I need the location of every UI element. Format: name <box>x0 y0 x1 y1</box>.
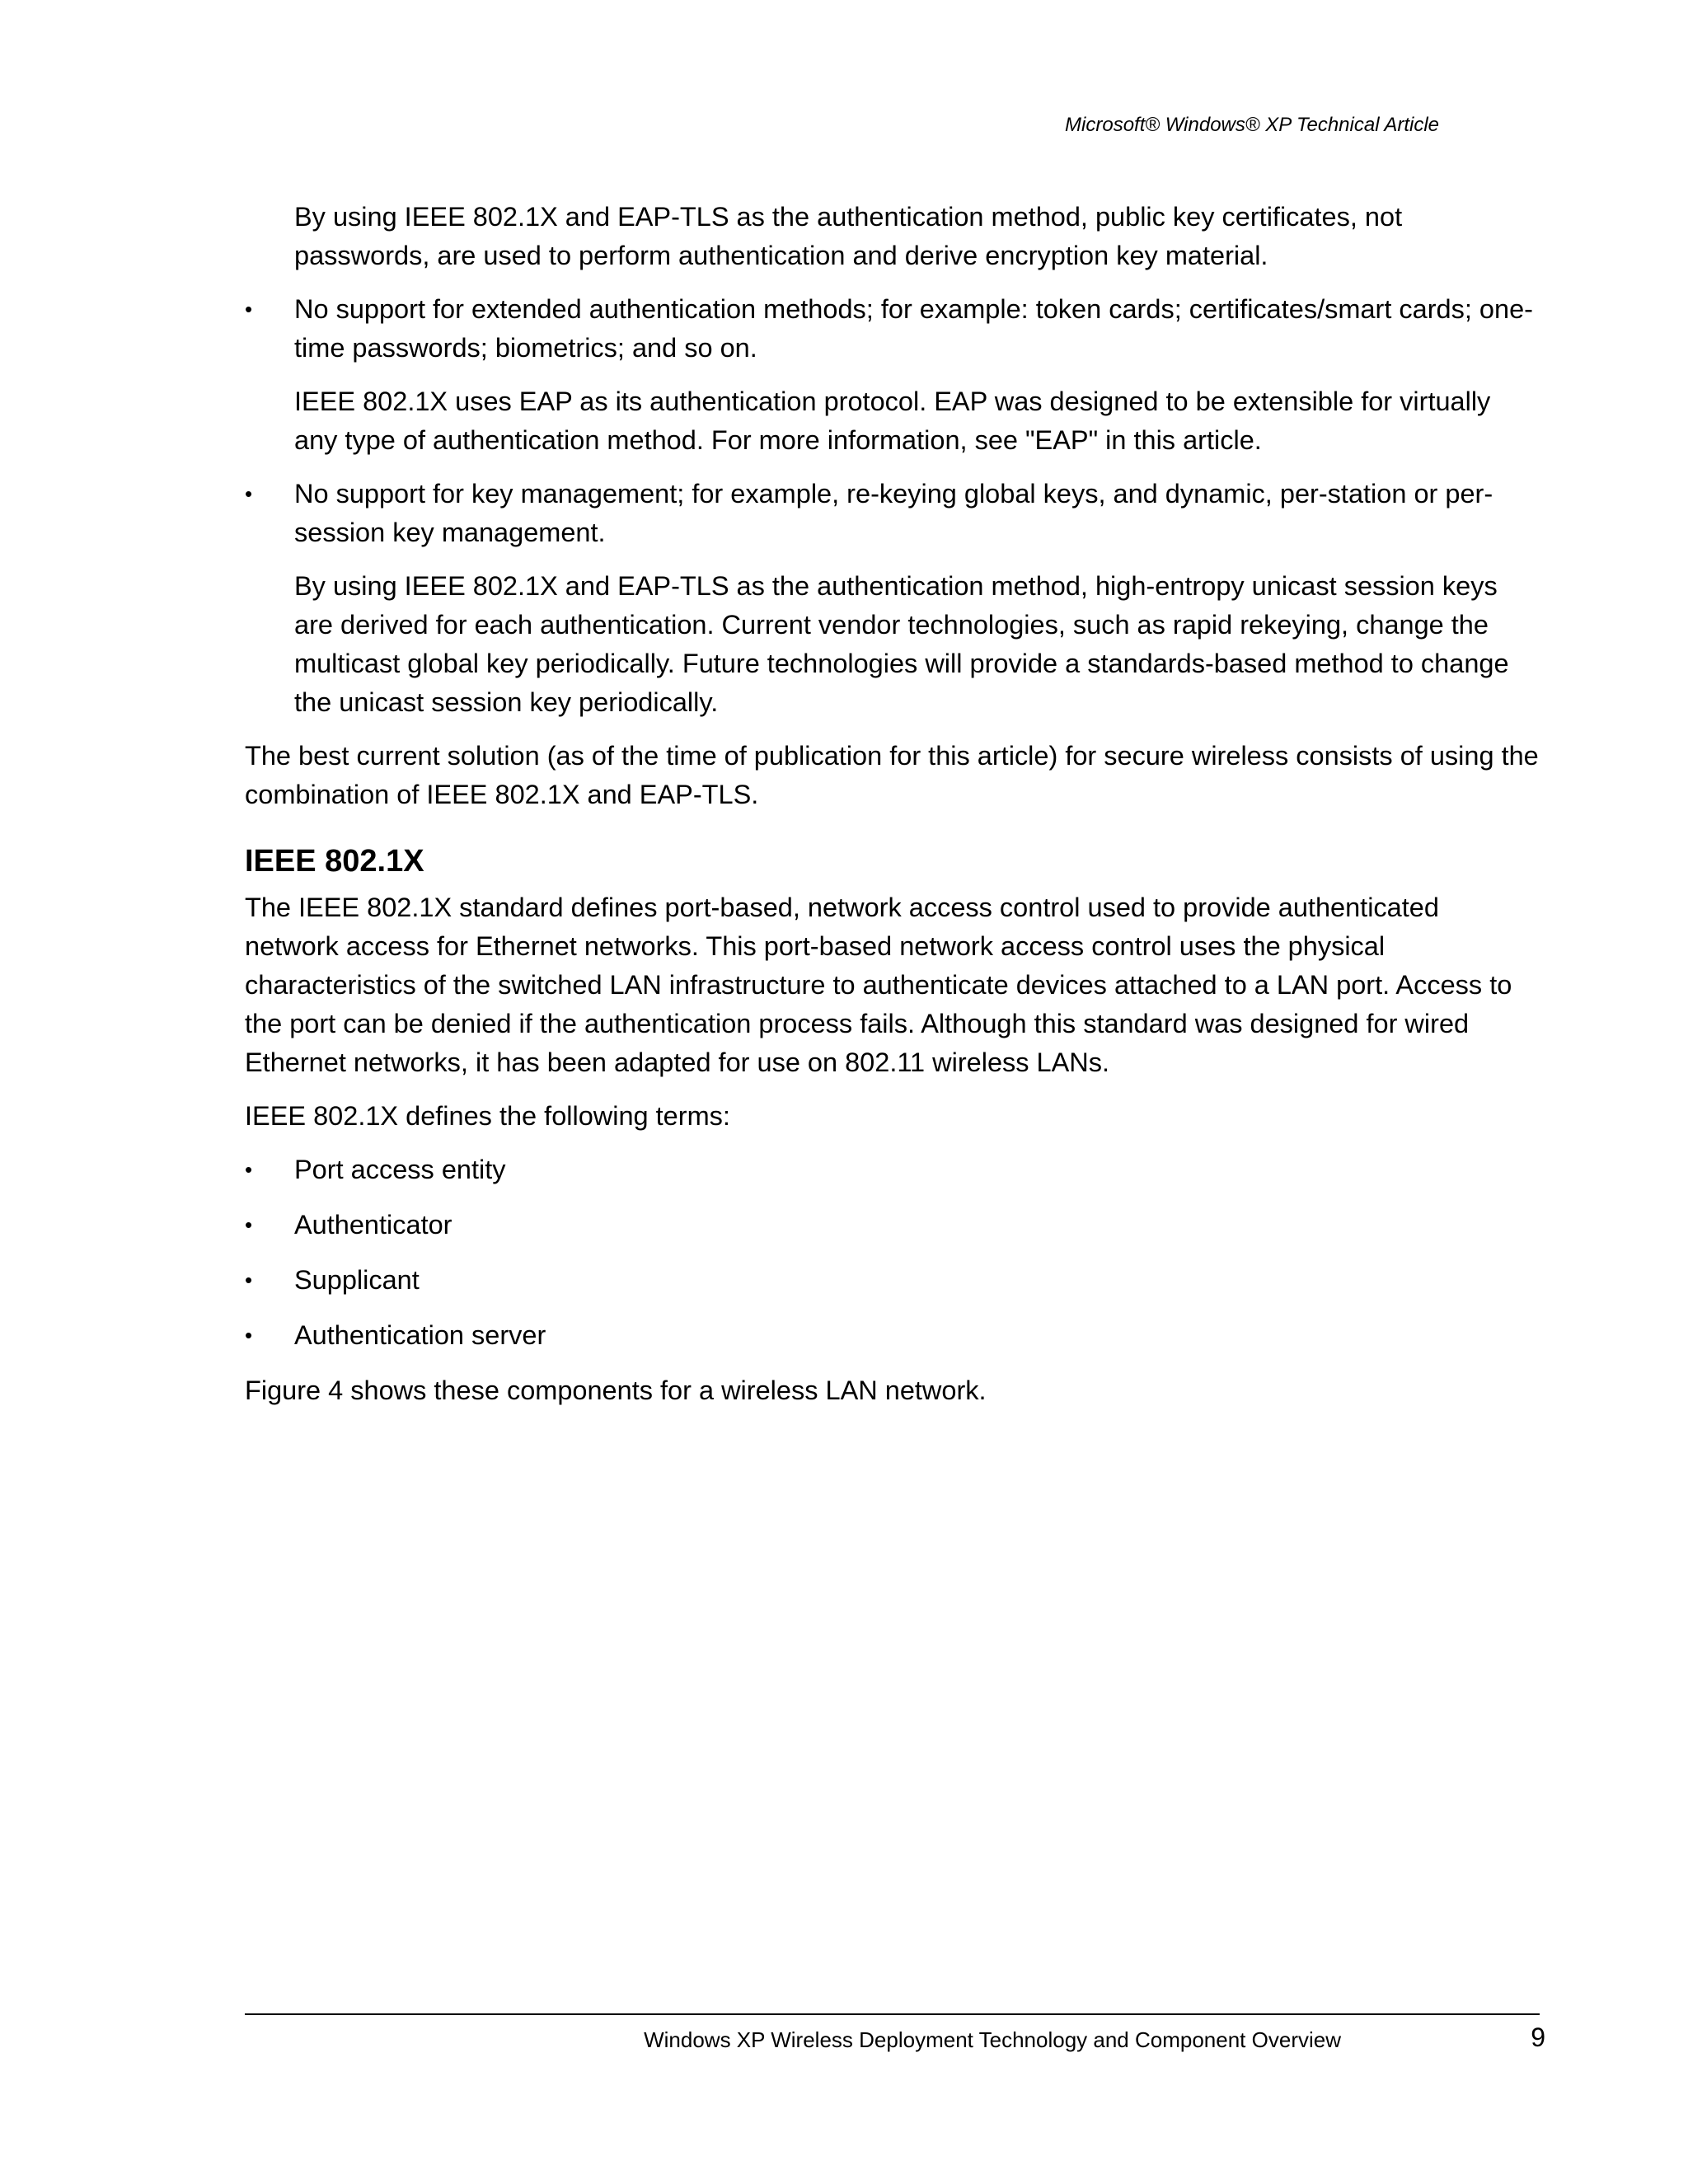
bullet-text: No support for extended authentication methods; for example: token cards; certificates/smart cards; one-time passwords; biometrics; and so on. <box>294 294 1533 363</box>
bullet-followup-paragraph: IEEE 802.1X uses EAP as its authentication protocol. EAP was designed to be extensible for virtually any type of authentication method. For more information, see "EAP" in this article. <box>294 387 1491 455</box>
bullet-icon: • <box>245 1212 253 1237</box>
page-content <box>245 198 1539 1425</box>
bullet-icon: • <box>245 1268 253 1292</box>
section-heading: IEEE 802.1X <box>245 844 424 879</box>
bullet-item <box>245 290 1539 368</box>
figure-reference-paragraph: Figure 4 shows these components for a wireless LAN network. <box>245 1376 987 1405</box>
bullet-icon: • <box>245 1323 253 1347</box>
term-label: Supplicant <box>294 1265 420 1295</box>
list-item <box>245 1151 1539 1189</box>
term-label: Authentication server <box>294 1320 546 1350</box>
bullet-text: No support for key management; for example, re-keying global keys, and dynamic, per-station or per-session key management. <box>294 479 1493 547</box>
section-body-paragraph: The IEEE 802.1X standard defines port-based, network access control used to provide authenticated network access for Ethernet networks. This port-based network access control uses the physical characteristics of the switched LAN infrastructure to authenticate devices attached to a LAN port. Access to the port can be denied if the authentication process fails. Although this standard was designed for wired Ethernet networks, it has been adapted for use on 802.11 wireless LANs. <box>245 893 1512 1077</box>
running-header: Microsoft® Windows® XP Technical Article <box>1065 114 1439 136</box>
bullet-icon: • <box>245 481 253 506</box>
bullet-followup-paragraph: By using IEEE 802.1X and EAP-TLS as the authentication method, high-entropy unicast session keys are derived for each authentication. Current vendor technologies, such as rapid rekeying, change the multicast global key periodically. Future technologies will provide a standards-based method to change the unicast session key periodically. <box>294 571 1509 717</box>
term-label: Port access entity <box>294 1155 506 1184</box>
page-number: 9 <box>1531 2022 1545 2052</box>
footer-document-title: Windows XP Wireless Deployment Technology and Component Overview <box>644 2027 1341 2052</box>
list-item <box>245 1206 1539 1244</box>
summary-paragraph: The best current solution (as of the time of publication for this article) for secure wireless consists of using the combination of IEEE 802.1X and EAP-TLS. <box>245 741 1539 809</box>
footer-divider <box>245 2013 1540 2015</box>
continuation-paragraph: By using IEEE 802.1X and EAP-TLS as the authentication method, public key certificates, not passwords, are used to perform authentication and derive encryption key material. <box>294 202 1403 270</box>
list-item <box>245 1261 1539 1300</box>
bullet-icon: • <box>245 297 253 321</box>
list-item <box>245 1316 1539 1355</box>
bullet-icon: • <box>245 1157 253 1182</box>
terms-list <box>245 1151 1539 1355</box>
term-label: Authenticator <box>294 1210 452 1240</box>
terms-intro-paragraph: IEEE 802.1X defines the following terms: <box>245 1101 730 1131</box>
bullet-item <box>245 475 1539 552</box>
